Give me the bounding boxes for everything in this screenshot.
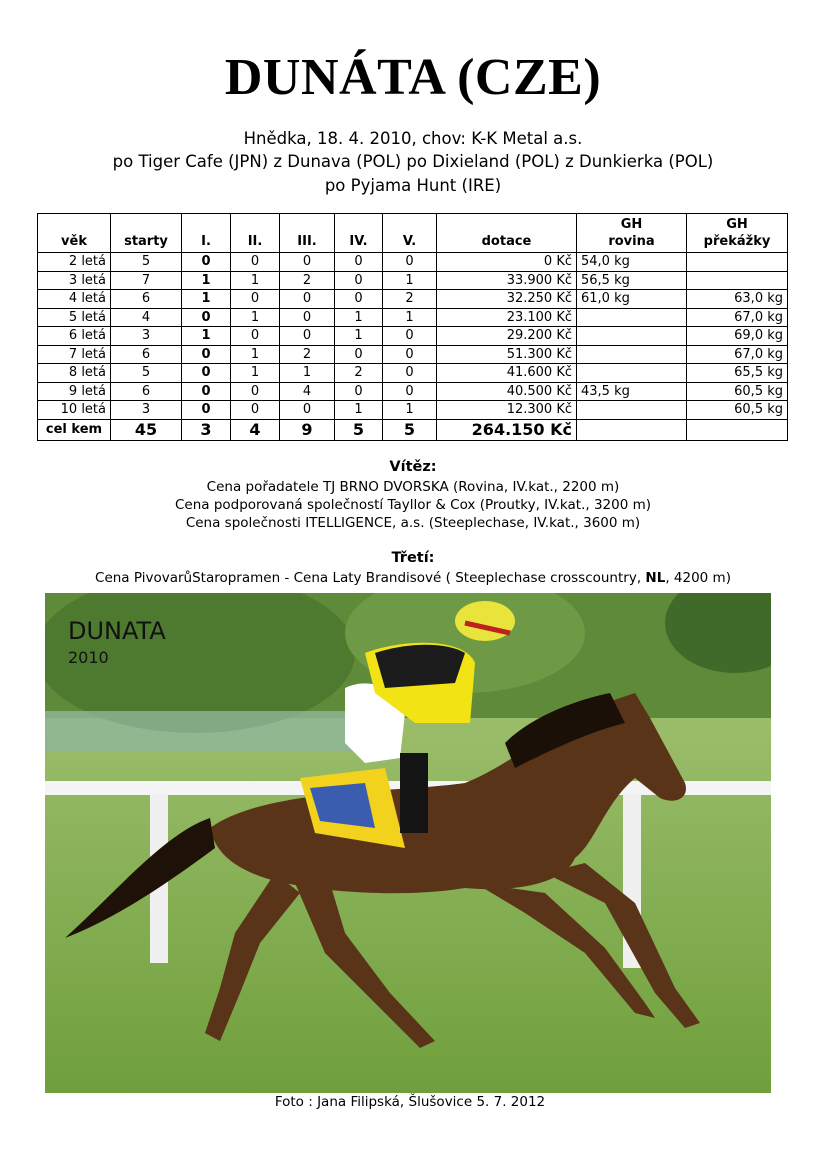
table-row: [38, 271, 788, 290]
total-gh-jump: [687, 419, 788, 440]
cell-prize: 41.600 Kč: [437, 364, 577, 383]
cell-second: 1: [231, 364, 280, 383]
cell-second: 0: [231, 327, 280, 346]
cell-gh-jump: [687, 253, 788, 272]
cell-third: 0: [280, 401, 335, 420]
cell-first: 0: [182, 382, 231, 401]
total-fourth: 5: [335, 419, 383, 440]
cell-prize: 32.250 Kč: [437, 290, 577, 309]
cell-third: 2: [280, 345, 335, 364]
cell-second: 0: [231, 253, 280, 272]
cell-starts: 6: [111, 382, 182, 401]
cell-starts: 6: [111, 345, 182, 364]
cell-fourth: 1: [335, 327, 383, 346]
header-age: věk: [38, 214, 111, 253]
total-third: 9: [280, 419, 335, 440]
cell-prize: 40.500 Kč: [437, 382, 577, 401]
cell-fourth: 1: [335, 308, 383, 327]
cell-starts: 7: [111, 271, 182, 290]
cell-first: 0: [182, 364, 231, 383]
cell-gh-jump: 67,0 kg: [687, 308, 788, 327]
cell-starts: 3: [111, 401, 182, 420]
cell-starts: 6: [111, 290, 182, 309]
header-gh-jump-bottom: překážky: [703, 234, 771, 249]
pedigree-line-2: po Pyjama Hunt (IRE): [324, 176, 502, 195]
cell-fourth: 0: [335, 290, 383, 309]
cell-age: 8 letá: [38, 364, 111, 383]
cell-age: 3 letá: [38, 271, 111, 290]
cell-prize: 29.200 Kč: [437, 327, 577, 346]
photo-credit: Foto : Jana Filipská, Šlušovice 5. 7. 2012: [274, 1094, 546, 1110]
cell-second: 1: [231, 271, 280, 290]
winner-race: Cena společnosti ITELLIGENCE, a.s. (Steeplechase, IV.kat., 3600 m): [185, 515, 641, 531]
table-row: [38, 253, 788, 272]
cell-third: 0: [280, 308, 335, 327]
cell-age: 10 letá: [38, 401, 111, 420]
cell-fifth: 0: [383, 345, 437, 364]
cell-gh-flat: [577, 308, 687, 327]
cell-gh-flat: [577, 345, 687, 364]
winner-heading: Vítěz:: [389, 459, 437, 475]
pedigree-line: po Tiger Cafe (JPN) z Dunava (POL) po Dixieland (POL) z Dunkierka (POL): [112, 152, 714, 171]
third-race-category: NL: [645, 570, 666, 586]
cell-gh-jump: 60,5 kg: [687, 401, 788, 420]
cell-third: 0: [280, 290, 335, 309]
total-first: 3: [182, 419, 231, 440]
third-race-text: Cena PivovarůStaropramen - Cena Laty Brandisové ( Steeplechase crosscountry,: [95, 570, 646, 586]
header-gh-jump-top: GH: [726, 217, 748, 232]
third-heading: Třetí:: [391, 550, 435, 566]
pond: [45, 711, 365, 751]
cell-age: 7 letá: [38, 345, 111, 364]
cell-age: 2 letá: [38, 253, 111, 272]
cell-age: 4 letá: [38, 290, 111, 309]
cell-first: 1: [182, 327, 231, 346]
cell-gh-flat: 56,5 kg: [577, 271, 687, 290]
header-gh-flat: [577, 214, 687, 253]
cell-starts: 5: [111, 364, 182, 383]
cell-first: 1: [182, 290, 231, 309]
cell-second: 1: [231, 345, 280, 364]
winner-race: Cena pořadatele TJ BRNO DVORSKA (Rovina, IV.kat., 2200 m): [206, 479, 620, 495]
cell-starts: 3: [111, 327, 182, 346]
winner-race: Cena podporovaná společností Tayllor & Cox (Proutky, IV.kat., 3200 m): [174, 497, 652, 513]
cell-fifth: 2: [383, 290, 437, 309]
total-fifth: 5: [383, 419, 437, 440]
cell-prize: 23.100 Kč: [437, 308, 577, 327]
cell-gh-jump: 65,5 kg: [687, 364, 788, 383]
cell-gh-jump: 69,0 kg: [687, 327, 788, 346]
cell-fourth: 0: [335, 253, 383, 272]
table-row: [38, 364, 788, 383]
cell-first: 0: [182, 253, 231, 272]
cell-second: 0: [231, 382, 280, 401]
cell-gh-jump: 63,0 kg: [687, 290, 788, 309]
table-row: [38, 308, 788, 327]
header-first: I.: [182, 214, 231, 253]
cell-gh-flat: 54,0 kg: [577, 253, 687, 272]
cell-first: 0: [182, 308, 231, 327]
table-row: [38, 382, 788, 401]
race-photo: [45, 593, 771, 1093]
cell-gh-flat: 43,5 kg: [577, 382, 687, 401]
horse-name-title: DUNÁTA (CZE): [224, 49, 602, 106]
table-row: [38, 401, 788, 420]
cell-first: 0: [182, 401, 231, 420]
total-second: 4: [231, 419, 280, 440]
cell-fifth: 1: [383, 401, 437, 420]
photo-overlay-year: 2010: [68, 648, 109, 667]
cell-fifth: 1: [383, 271, 437, 290]
header-gh-flat-top: GH: [620, 217, 643, 232]
cell-fourth: 0: [335, 271, 383, 290]
header-fifth: V.: [383, 214, 437, 253]
cell-fifth: 0: [383, 253, 437, 272]
cell-prize: 12.300 Kč: [437, 401, 577, 420]
cell-fifth: 1: [383, 308, 437, 327]
cell-second: 0: [231, 401, 280, 420]
cell-fifth: 0: [383, 364, 437, 383]
cell-gh-flat: [577, 327, 687, 346]
cell-age: 5 letá: [38, 308, 111, 327]
cell-fourth: 0: [335, 345, 383, 364]
cell-third: 0: [280, 327, 335, 346]
cell-age: 9 letá: [38, 382, 111, 401]
total-label: cel kem: [38, 419, 111, 440]
cell-third: 4: [280, 382, 335, 401]
cell-third: 0: [280, 253, 335, 272]
cell-first: 1: [182, 271, 231, 290]
table-row: [38, 290, 788, 309]
horse-photo-illustration: [45, 593, 771, 1093]
cell-third: 2: [280, 271, 335, 290]
cell-fifth: 0: [383, 382, 437, 401]
header-third: III.: [280, 214, 335, 253]
cell-third: 1: [280, 364, 335, 383]
cell-fourth: 1: [335, 401, 383, 420]
cell-starts: 4: [111, 308, 182, 327]
cell-second: 0: [231, 290, 280, 309]
race-stats-table: [37, 213, 788, 441]
cell-first: 0: [182, 345, 231, 364]
total-gh-flat: [577, 419, 687, 440]
cell-starts: 5: [111, 253, 182, 272]
cell-fourth: 2: [335, 364, 383, 383]
header-gh-jump: [687, 214, 788, 253]
cell-gh-jump: 67,0 kg: [687, 345, 788, 364]
photo-overlay-name: DUNATA: [68, 617, 166, 645]
cell-gh-flat: 61,0 kg: [577, 290, 687, 309]
total-starts: 45: [111, 419, 182, 440]
cell-gh-flat: [577, 401, 687, 420]
cell-age: 6 letá: [38, 327, 111, 346]
cell-prize: 51.300 Kč: [437, 345, 577, 364]
header-gh-flat-bottom: rovina: [608, 234, 655, 249]
header-fourth: IV.: [335, 214, 383, 253]
header-starts: starty: [111, 214, 182, 253]
cell-prize: 0 Kč: [437, 253, 577, 272]
total-row: [38, 419, 788, 440]
cell-fifth: 0: [383, 327, 437, 346]
table-row: [38, 345, 788, 364]
cell-prize: 33.900 Kč: [437, 271, 577, 290]
third-race-distance: , 4200 m): [665, 570, 731, 586]
total-prize: 264.150 Kč: [437, 419, 577, 440]
table-header-row: [38, 214, 788, 253]
third-race: [0, 570, 826, 586]
horse-info-line: Hnědka, 18. 4. 2010, chov: K-K Metal a.s.: [243, 129, 583, 148]
header-prize: dotace: [437, 214, 577, 253]
cell-gh-flat: [577, 364, 687, 383]
cell-second: 1: [231, 308, 280, 327]
header-second: II.: [231, 214, 280, 253]
table-row: [38, 327, 788, 346]
cell-fourth: 0: [335, 382, 383, 401]
cell-gh-jump: [687, 271, 788, 290]
cell-gh-jump: 60,5 kg: [687, 382, 788, 401]
